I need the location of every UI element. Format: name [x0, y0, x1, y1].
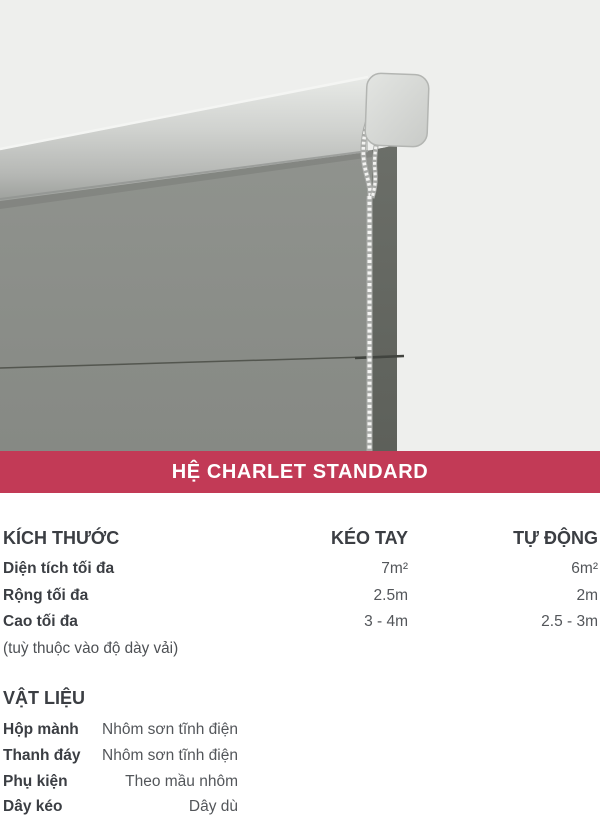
dimensions-header-row [3, 528, 598, 548]
dimensions-note: (tuỳ thuộc vào độ dày vải) [3, 639, 179, 657]
table-row [3, 769, 238, 795]
table-row [3, 609, 598, 636]
material-label: Phụ kiện [3, 772, 68, 790]
dimension-value-manual: 7m² [381, 560, 408, 577]
dimension-label: Diện tích tối đa [3, 560, 115, 577]
table-row [3, 743, 238, 769]
product-title-banner [0, 451, 600, 493]
dimension-value-auto: 2.5 - 3m [541, 613, 598, 631]
dimension-value-manual: 3 - 4m [364, 613, 408, 631]
roller-end-cap [365, 73, 429, 147]
dimensions-section-title: KÍCH THƯỚC [3, 528, 120, 548]
dimension-label: Rộng tối đa [3, 586, 89, 604]
table-row [3, 556, 598, 583]
material-value: Nhôm sơn tĩnh điện [102, 721, 238, 739]
column-header-auto: TỰ ĐỘNG [513, 528, 598, 548]
material-value: Dây dù [188, 798, 238, 816]
material-label: Dây kéo [3, 798, 63, 816]
material-label: Thanh đáy [3, 746, 81, 764]
dimension-value-auto: 6m² [571, 560, 598, 577]
dimension-label: Cao tối đa [3, 613, 78, 631]
materials-rows [3, 717, 238, 819]
materials-section-title: VẬT LIỆU [3, 688, 86, 709]
material-label: Hộp mành [3, 721, 79, 739]
spec-section [0, 493, 600, 821]
dimension-value-auto: 2m [576, 586, 598, 604]
dimension-value-manual: 2.5m [373, 586, 408, 604]
column-header-manual: KÉO TAY [330, 528, 408, 548]
table-row [3, 583, 598, 610]
table-row [3, 717, 238, 743]
material-value: Nhôm sơn tĩnh điện [102, 746, 238, 764]
product-title: HỆ CHARLET STANDARD [171, 460, 429, 483]
material-value: Theo mầu nhôm [125, 772, 238, 790]
dimensions-rows [3, 556, 598, 662]
table-row [3, 794, 238, 820]
